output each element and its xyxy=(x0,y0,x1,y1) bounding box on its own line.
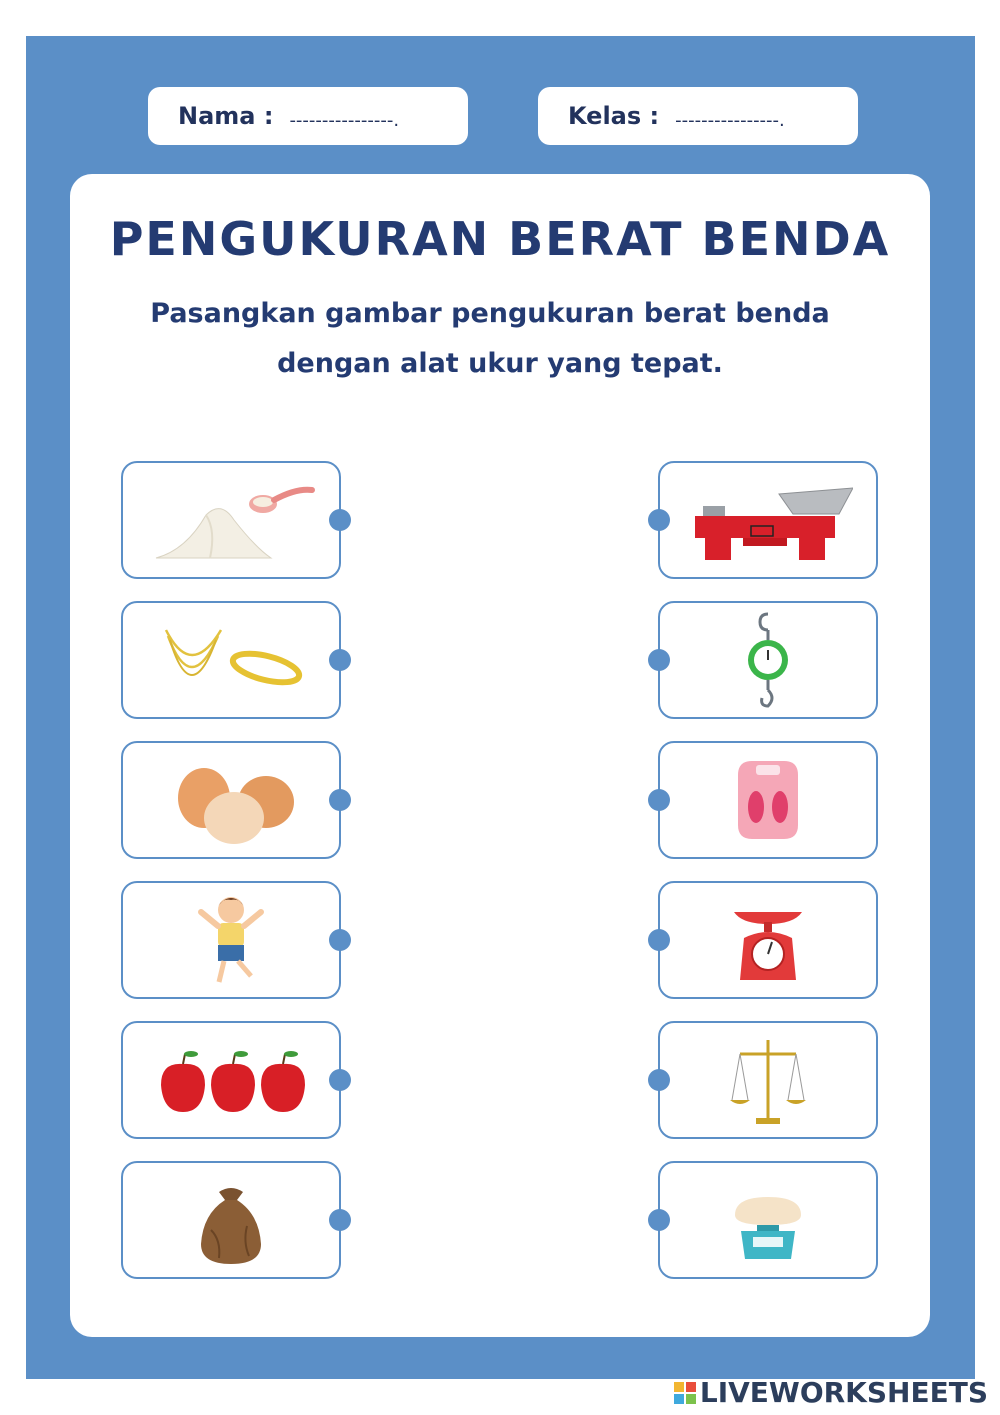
right-item-6[interactable] xyxy=(658,1161,878,1279)
balance-scale-icon xyxy=(728,1030,808,1130)
right-item-4[interactable] xyxy=(658,881,878,999)
right-item-2[interactable] xyxy=(658,601,878,719)
left-item-2[interactable] xyxy=(121,601,341,719)
right-connector-4[interactable] xyxy=(648,929,670,951)
right-connector-3[interactable] xyxy=(648,789,670,811)
left-item-5[interactable] xyxy=(121,1021,341,1139)
liveworksheets-logo-icon xyxy=(674,1382,696,1404)
right-connector-1[interactable] xyxy=(648,509,670,531)
kitchen-scale-icon xyxy=(728,890,808,990)
spring-scale-icon xyxy=(738,610,798,710)
right-item-1[interactable] xyxy=(658,461,878,579)
left-item-3[interactable] xyxy=(121,741,341,859)
child-icon xyxy=(191,890,271,990)
apples-icon xyxy=(151,1030,311,1130)
brand-text: LIVEWORKSHEETS xyxy=(699,1376,988,1409)
name-field[interactable] xyxy=(148,87,468,145)
class-blank[interactable]: ----------------. xyxy=(675,109,785,131)
left-connector-3[interactable] xyxy=(329,789,351,811)
left-connector-2[interactable] xyxy=(329,649,351,671)
market-scale-icon xyxy=(683,470,853,570)
liveworksheets-brand[interactable] xyxy=(674,1376,988,1409)
left-item-4[interactable] xyxy=(121,881,341,999)
worksheet-title: PENGUKURAN BERAT BENDA xyxy=(109,212,891,266)
flour-spoon-icon xyxy=(146,470,316,570)
class-field[interactable] xyxy=(538,87,858,145)
right-connector-6[interactable] xyxy=(648,1209,670,1231)
digital-scale-icon xyxy=(723,1175,813,1265)
left-connector-5[interactable] xyxy=(329,1069,351,1091)
gold-jewelry-icon xyxy=(146,610,316,710)
left-connector-4[interactable] xyxy=(329,929,351,951)
instruction-line-2: dengan alat ukur yang tepat. xyxy=(277,348,723,379)
name-blank[interactable]: ----------------. xyxy=(289,109,400,131)
left-connector-6[interactable] xyxy=(329,1209,351,1231)
instruction-line-1: Pasangkan gambar pengukuran berat benda xyxy=(150,298,830,329)
left-item-6[interactable] xyxy=(121,1161,341,1279)
bathroom-scale-icon xyxy=(728,755,808,845)
class-label: Kelas : xyxy=(568,102,660,130)
eggs-icon xyxy=(146,750,316,850)
name-label: Nama : xyxy=(178,102,274,130)
right-item-5[interactable] xyxy=(658,1021,878,1139)
left-connector-1[interactable] xyxy=(329,509,351,531)
right-connector-5[interactable] xyxy=(648,1069,670,1091)
left-item-1[interactable] xyxy=(121,461,341,579)
sack-icon xyxy=(191,1170,271,1270)
right-item-3[interactable] xyxy=(658,741,878,859)
right-connector-2[interactable] xyxy=(648,649,670,671)
